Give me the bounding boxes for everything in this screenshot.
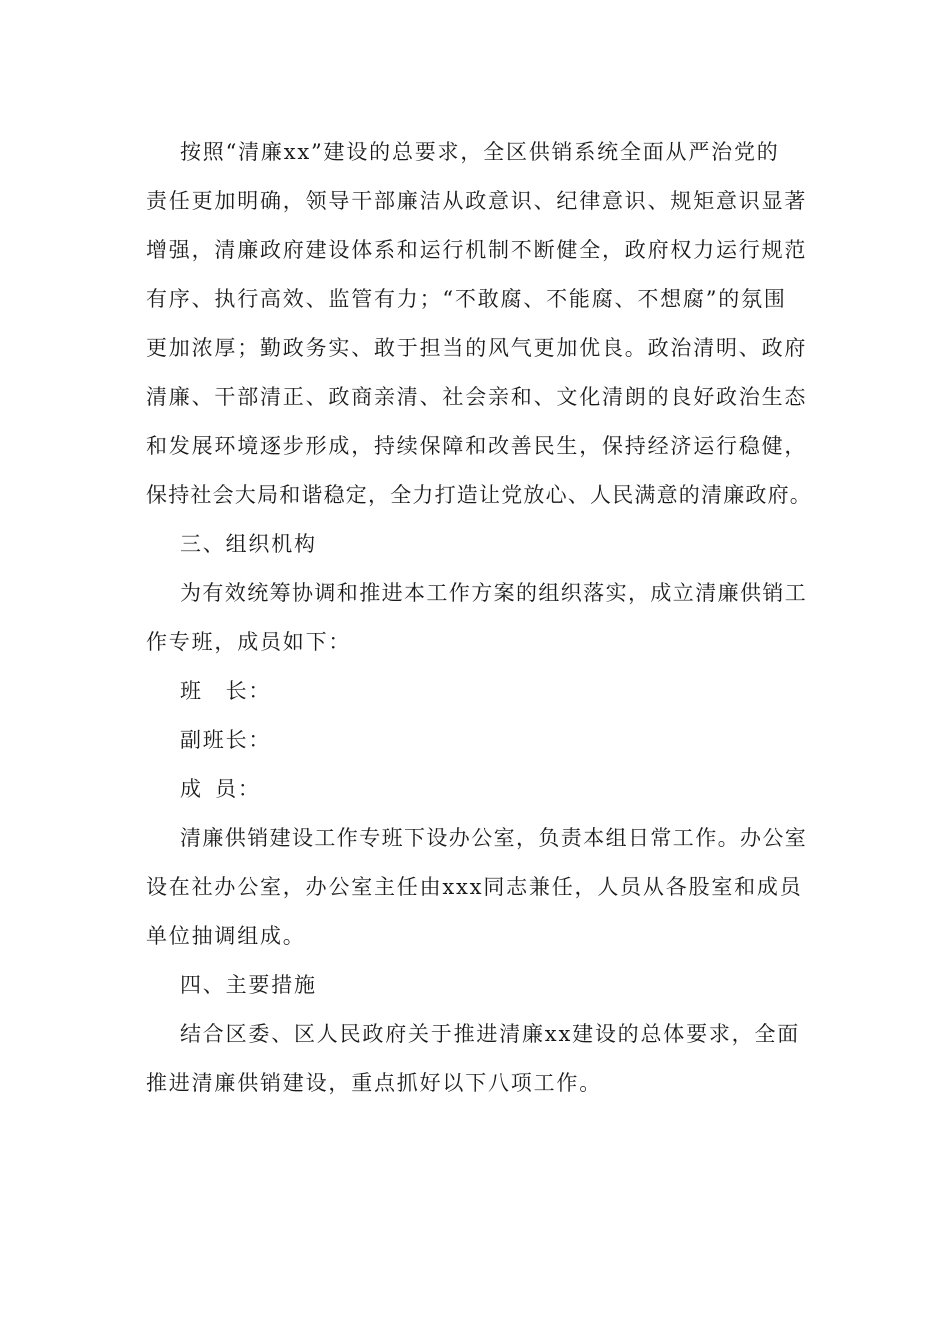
paragraph-line: 更加浓厚；勤政务实、敢于担当的风气更加优良。政治清明、政府	[146, 336, 808, 360]
section-heading: 四、主要措施	[180, 973, 317, 997]
paragraph-line: 清廉、干部清正、政商亲清、社会亲和、文化清朗的良好政治生态	[146, 385, 808, 409]
paragraph-line: 设在社办公室，办公室主任由xxx同志兼任，人员从各股室和成员	[146, 875, 803, 899]
paragraph-line: 清廉供销建设工作专班下设办公室，负责本组日常工作。办公室	[180, 826, 808, 850]
paragraph-line: 结合区委、区人民政府关于推进清廉xx建设的总体要求，全面	[180, 1022, 801, 1046]
member-field-deputy: 副班长：	[180, 728, 272, 752]
paragraph-line: 按照“清廉xx”建设的总要求，全区供销系统全面从严治党的	[180, 140, 780, 164]
paragraph-line: 有序、执行高效、监管有力；“不敢腐、不能腐、不想腐”的氛围	[146, 287, 787, 311]
paragraph-line: 为有效统筹协调和推进本工作方案的组织落实，成立清廉供销工	[180, 581, 808, 605]
member-field-leader: 班 长：	[180, 679, 272, 703]
member-field-members: 成 员：	[180, 777, 261, 801]
paragraph-line: 推进清廉供销建设，重点抓好以下八项工作。	[146, 1071, 602, 1095]
paragraph-line: 作专班，成员如下：	[146, 630, 352, 654]
paragraph-line: 保持社会大局和谐稳定，全力打造让党放心、人民满意的清廉政府。	[146, 483, 812, 507]
paragraph-line: 单位抽调组成。	[146, 924, 306, 948]
paragraph-line: 增强，清廉政府建设体系和运行机制不断健全，政府权力运行规范	[146, 238, 808, 262]
paragraph-line: 责任更加明确，领导干部廉洁从政意识、纪律意识、规矩意识显著	[146, 189, 808, 213]
paragraph-line: 和发展环境逐步形成，持续保障和改善民生，保持经济运行稳健，	[146, 434, 808, 458]
section-heading: 三、组织机构	[180, 532, 317, 556]
